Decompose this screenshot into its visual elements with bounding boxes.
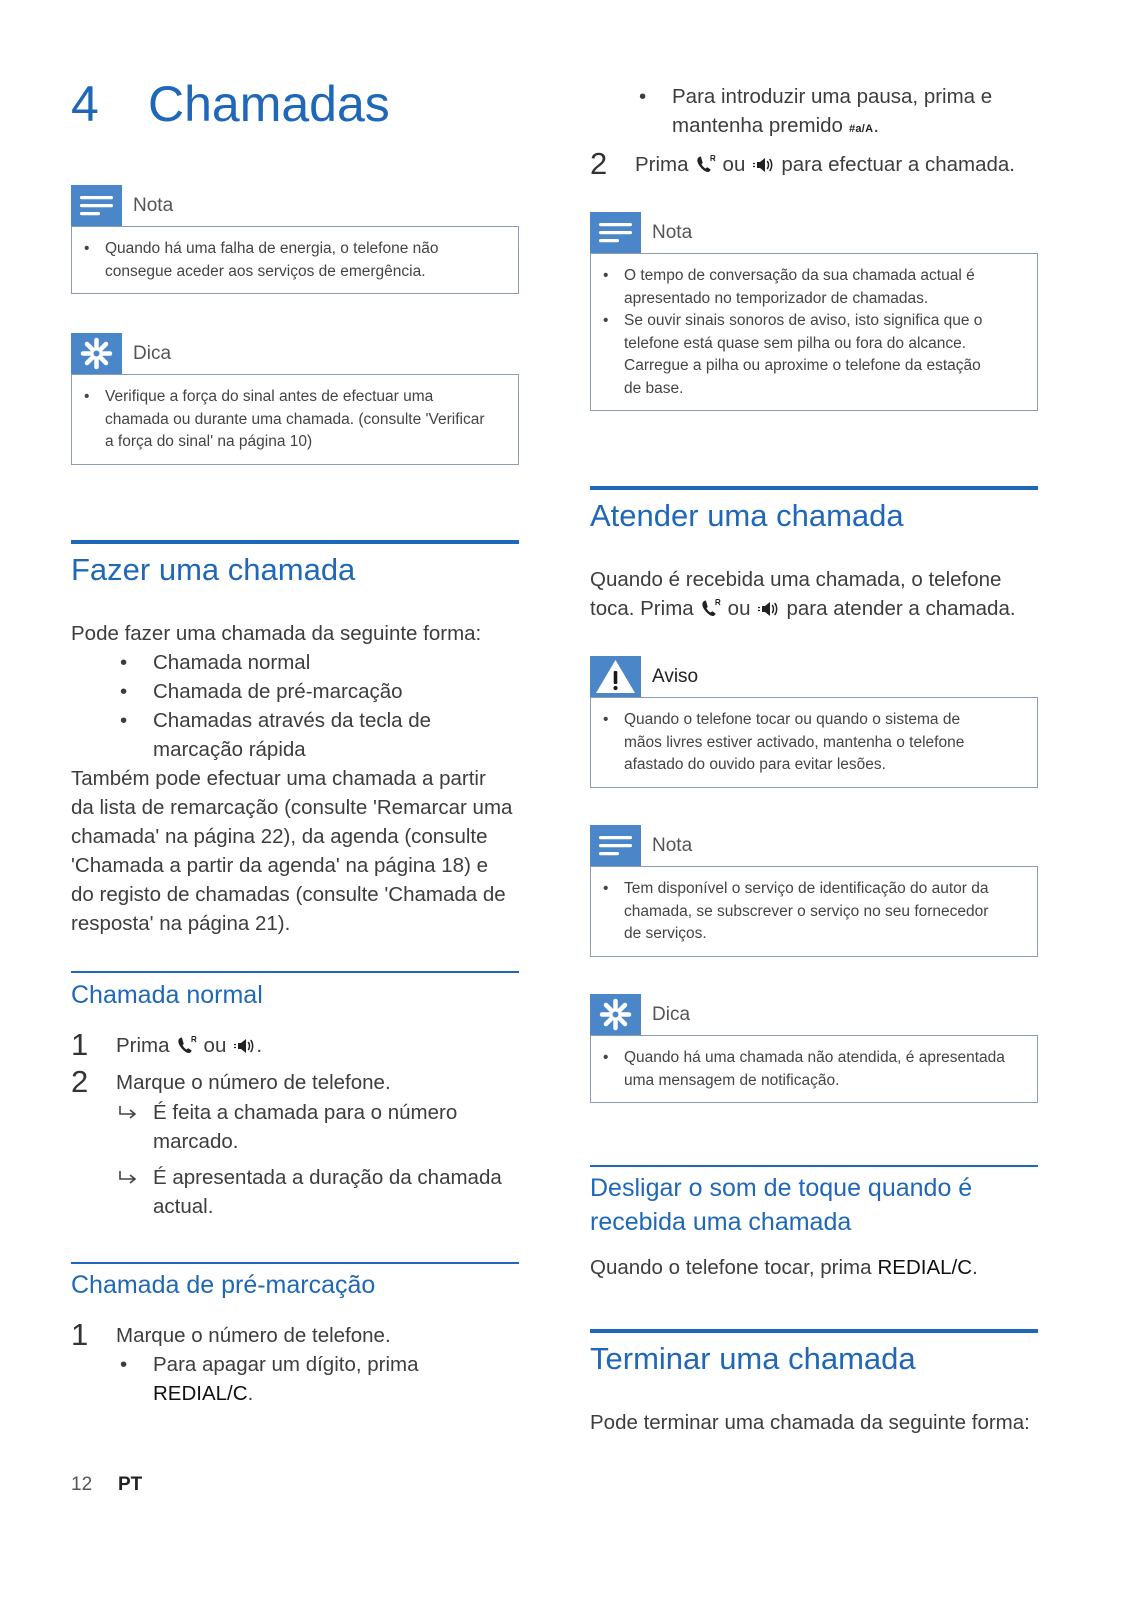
section-heading-answer-call: Atender uma chamada	[590, 498, 904, 533]
tip-box	[590, 1035, 1038, 1103]
step-text: ou	[203, 1033, 227, 1057]
list-item: • Chamada normal	[153, 648, 519, 677]
result-arrow-icon	[117, 1163, 141, 1192]
tip-box	[71, 374, 519, 465]
step-number: 2	[71, 1063, 89, 1099]
page-footer	[71, 1472, 191, 1498]
step-number: 2	[590, 145, 608, 181]
note-box	[590, 253, 1038, 411]
note-box	[71, 226, 519, 294]
subsection-rule	[71, 971, 519, 973]
step-text: Prima	[635, 152, 689, 176]
note-callout	[590, 825, 1038, 957]
section-rule	[71, 540, 519, 544]
speaker-key-icon	[751, 156, 775, 174]
note-label: Nota	[133, 194, 174, 216]
page-number: 12	[71, 1474, 93, 1495]
answer-paragraph: Quando é recebida uma chamada, o telefone toca. Prima ou para atender a chamada.	[590, 567, 1016, 620]
chapter-number: 4	[71, 76, 99, 132]
intro-text: Pode fazer uma chamada da seguinte forma:	[71, 621, 482, 645]
step-text: Prima	[116, 1033, 170, 1057]
result-text: É feita a chamada para o número marcado.	[153, 1100, 458, 1153]
callout-header	[590, 212, 1038, 253]
list-item: • Para apagar um dígito, prima REDIAL/C.	[153, 1350, 519, 1408]
mute-paragraph: Quando o telefone tocar, prima REDIAL/C.	[590, 1255, 978, 1279]
note-icon	[590, 212, 641, 253]
note-label: Nota	[652, 221, 693, 243]
note-icon	[590, 825, 641, 866]
callout-header	[71, 185, 519, 226]
section-rule	[590, 486, 1038, 490]
list-item: • Chamada de pré-marcação	[153, 677, 519, 706]
step-1	[71, 1316, 519, 1352]
warning-label: Aviso	[652, 665, 699, 687]
subsection-rule	[71, 1262, 519, 1264]
step-sub-list	[71, 1350, 519, 1408]
tip-callout	[71, 333, 519, 465]
note-item: • Quando há uma falha de energia, o telefone não consegue aceder aos serviços de emergência.	[105, 238, 498, 283]
talk-key-icon	[176, 1035, 198, 1055]
step-text: ou	[722, 152, 746, 176]
note-icon	[71, 185, 122, 226]
callout-header	[590, 656, 1038, 697]
subsection-rule	[590, 1165, 1038, 1167]
end-call-paragraph: Pode terminar uma chamada da seguinte forma:	[590, 1410, 1030, 1434]
speaker-key-icon	[232, 1037, 256, 1055]
talk-key-icon	[695, 154, 717, 174]
section-rule	[590, 1329, 1038, 1333]
speaker-key-icon	[756, 600, 780, 618]
step-text: para efectuar a chamada.	[781, 152, 1015, 176]
subsection-heading-mute-ringer: Desligar o som de toque quando é recebida uma chamada	[590, 1174, 973, 1236]
tip-item: • Quando há uma chamada não atendida, é apresentada uma mensagem de notificação.	[624, 1047, 1017, 1092]
warning-item: • Quando o telefone tocar ou quando o sistema de mãos livres estiver activado, mantenha o telefone afastado do ouvido para evitar lesões.	[624, 709, 1017, 777]
step-number: 1	[71, 1316, 89, 1352]
note-box	[590, 866, 1038, 957]
result-text: É apresentada a duração da chamada actual.	[153, 1165, 502, 1218]
tip-callout	[590, 994, 1038, 1103]
redial-key-label: REDIAL/C	[153, 1381, 248, 1405]
step-2	[71, 1063, 519, 1099]
step-result	[71, 1163, 519, 1221]
make-call-paragraph: Também pode efectuar uma chamada a partir da lista de remarcação (consulte 'Remarcar uma chamada' na página 22), da agenda (consulte 'Chamada a partir da agenda' na página 18) e do registo de chamadas (consulte 'Chamada de resposta' na página 21).	[71, 766, 513, 935]
result-arrow-icon	[117, 1098, 141, 1127]
tip-item: • Verifique a força do sinal antes de efectuar uma chamada ou durante uma chamada. (consulte 'Verificar a força do sinal' na página 10)	[105, 386, 498, 454]
step-1	[71, 1026, 519, 1062]
call-types-list	[71, 648, 519, 764]
hash-key-label: #a/A	[848, 122, 874, 135]
make-call-intro	[71, 619, 519, 648]
step-text: .	[256, 1033, 263, 1057]
language-code: PT	[118, 1474, 143, 1495]
note-callout	[590, 212, 1038, 411]
tip-label: Dica	[652, 1003, 691, 1025]
callout-header	[71, 333, 519, 374]
right-column	[590, 0, 1038, 1437]
note-callout	[71, 185, 519, 294]
note-item: • O tempo de conversação da sua chamada actual é apresentado no temporizador de chamadas.	[624, 265, 1017, 310]
redial-key-label: REDIAL/C	[877, 1255, 973, 1279]
warning-callout	[590, 656, 1038, 788]
step-2	[590, 145, 1038, 181]
chapter-title	[71, 74, 519, 134]
talk-key-icon	[700, 598, 722, 618]
list-item: • Chamadas através da tecla de marcação rápida	[153, 706, 519, 764]
left-column	[71, 0, 519, 1408]
list-item: • Para introduzir uma pausa, prima e mantenha premido #a/A.	[672, 82, 1038, 144]
warning-icon	[590, 656, 641, 697]
step-number: 1	[71, 1026, 89, 1062]
tip-label: Dica	[133, 342, 172, 364]
section-heading-make-call: Fazer uma chamada	[71, 551, 356, 587]
subsection-heading-predial: Chamada de pré-marcação	[71, 1270, 376, 1299]
tip-icon	[590, 994, 641, 1035]
step-text: Marque o número de telefone.	[116, 1323, 391, 1347]
callout-header	[590, 825, 1038, 866]
note-item: • Se ouvir sinais sonoros de aviso, isto significa que o telefone está quase sem pilha ou fora do alcance. Carregue a pilha ou aproxime o telefone da estação de base.	[624, 310, 1017, 400]
step-result	[71, 1098, 519, 1156]
callout-header	[590, 994, 1038, 1035]
chapter-name: Chamadas	[148, 76, 390, 132]
step-text: Marque o número de telefone.	[116, 1070, 391, 1094]
warning-box	[590, 697, 1038, 788]
note-label: Nota	[652, 834, 693, 856]
tip-icon	[71, 333, 122, 374]
section-heading-end-call: Terminar uma chamada	[590, 1341, 916, 1376]
step-sub-list	[590, 82, 1038, 144]
subsection-heading-normal-call: Chamada normal	[71, 980, 263, 1009]
note-item: • Tem disponível o serviço de identificação do autor da chamada, se subscrever o serviço no seu fornecedor de serviços.	[624, 878, 1017, 946]
